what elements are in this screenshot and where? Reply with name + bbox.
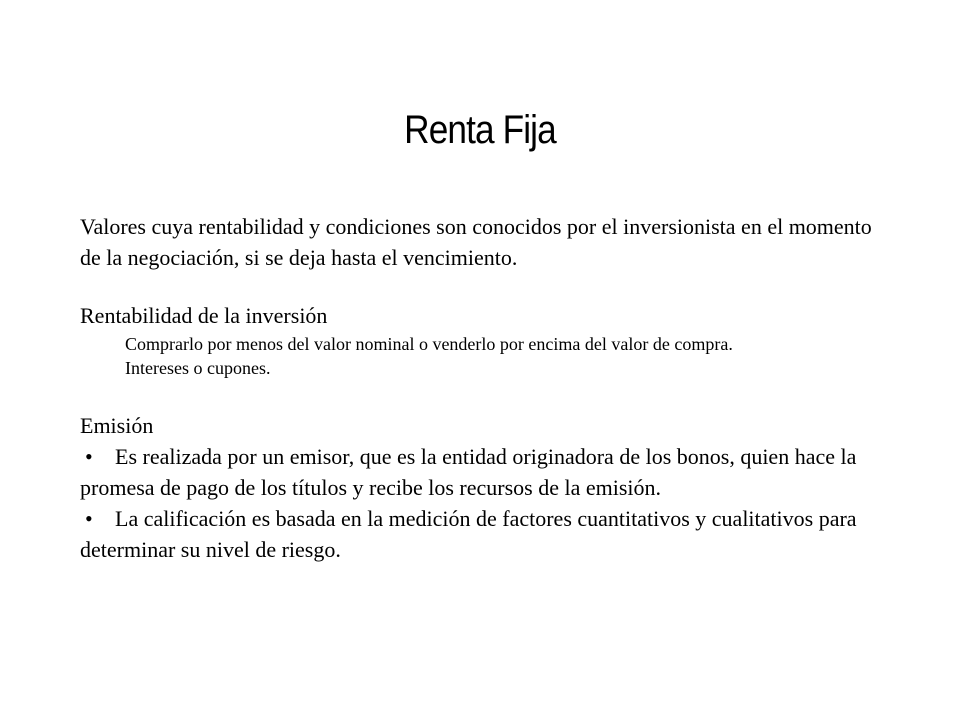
rentabilidad-list bbox=[80, 332, 880, 380]
slide-body bbox=[80, 211, 880, 565]
emision-bullet-text: Es realizada por un emisor, que es la entidad originadora de los bonos, quien hace la promesa de pago de los títulos y recibe los recursos de la emisión. bbox=[80, 444, 857, 500]
bullet-icon: • bbox=[85, 444, 93, 469]
emision-heading: Emisión bbox=[80, 413, 154, 438]
rentabilidad-item: Intereses o cupones. bbox=[125, 358, 271, 378]
slide-title: Renta Fija bbox=[404, 108, 556, 152]
rentabilidad-item: Comprarlo por menos del valor nominal o venderlo por encima del valor de compra. bbox=[125, 334, 733, 354]
bullet-icon: • bbox=[85, 506, 93, 531]
intro-paragraph: Valores cuya rentabilidad y condiciones son conocidos por el inversionista en el momento de la negociación, si se deja hasta el vencimiento. bbox=[80, 214, 872, 270]
spacer bbox=[80, 273, 880, 300]
emision-bullet bbox=[80, 503, 880, 565]
spacer bbox=[80, 380, 880, 410]
emision-bullet-text: La calificación es basada en la medición de factores cuantitativos y cualitativos para determinar su nivel de riesgo. bbox=[80, 506, 857, 562]
emision-bullet bbox=[80, 441, 880, 503]
rentabilidad-heading: Rentabilidad de la inversión bbox=[80, 303, 328, 328]
